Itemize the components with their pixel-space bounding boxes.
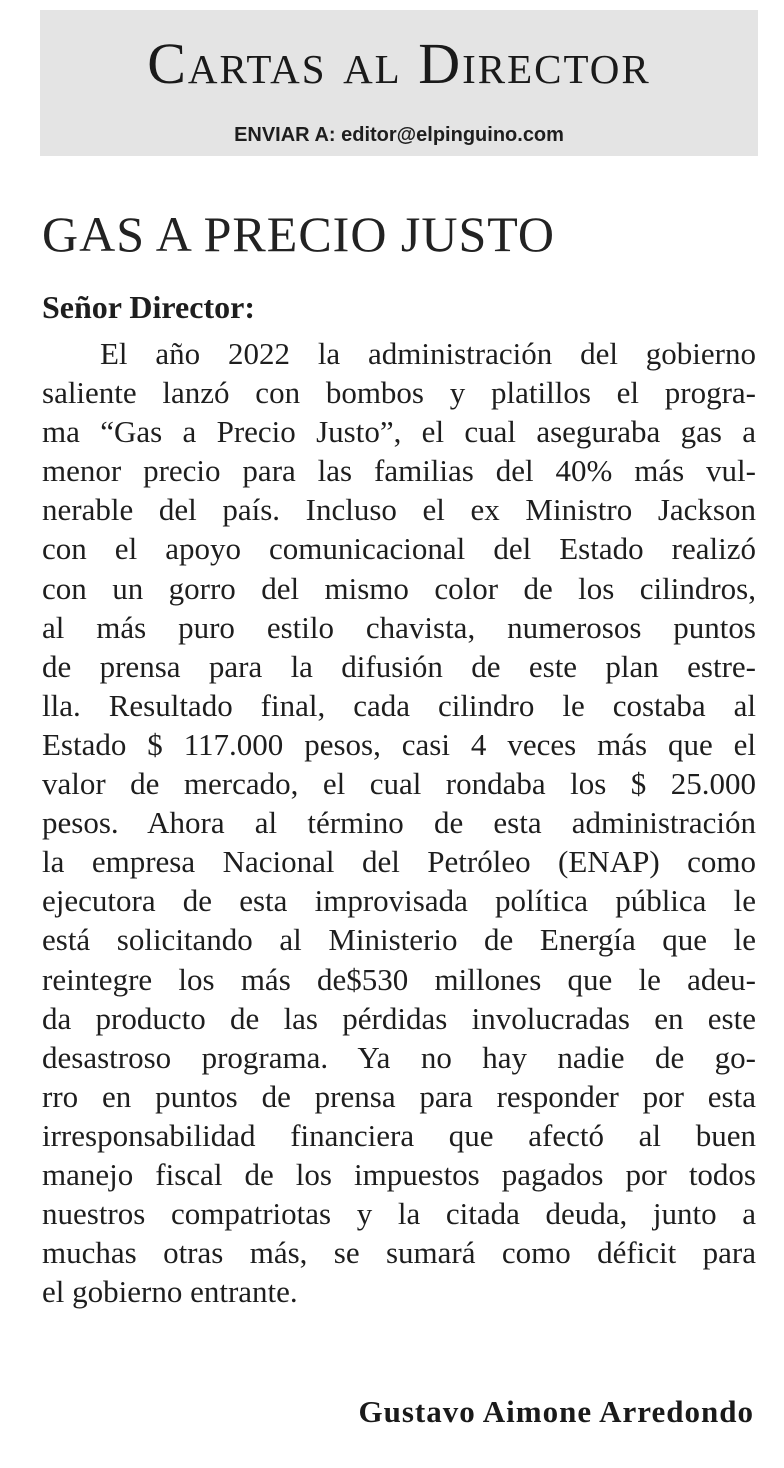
- body-line: menor precio para las familias del 40% más vul-: [42, 453, 756, 489]
- body-line: lla. Resultado final, cada cilindro le costaba al: [42, 687, 756, 723]
- body-line: irresponsabilidad financiera que afectó al buen: [42, 1117, 756, 1153]
- body-line: nuestros compatriotas y la citada deuda, junto a: [42, 1196, 756, 1232]
- body-line: rro en puntos de prensa para responder por esta: [42, 1078, 756, 1114]
- body-line: desastroso programa. Ya no hay nadie de go-: [42, 1039, 756, 1075]
- body-line: valor de mercado, el cual rondaba los $ 25.000: [42, 766, 756, 802]
- body-line: la empresa Nacional del Petróleo (ENAP) como: [42, 844, 756, 880]
- body-line: ejecutora de esta improvisada política pública le: [42, 883, 756, 919]
- body-line: con el apoyo comunicacional del Estado realizó: [42, 531, 756, 567]
- salutation: Señor Director:: [42, 289, 255, 325]
- send-to-email: ENVIAR A: editor@elpinguino.com: [234, 124, 564, 146]
- body-line: pesos. Ahora al término de esta administración: [42, 805, 756, 841]
- body-line: ma “Gas a Precio Justo”, el cual aseguraba gas a: [42, 414, 756, 450]
- section-header: [40, 10, 758, 156]
- letter-body: [42, 334, 756, 1311]
- body-line: con un gorro del mismo color de los cilindros,: [42, 570, 756, 606]
- body-line: está solicitando al Ministerio de Energía que le: [42, 922, 756, 958]
- signature: Gustavo Aimone Arredondo: [358, 1394, 754, 1429]
- body-line: El año 2022 la administración del gobierno: [100, 336, 756, 371]
- body-line: da producto de las pérdidas involucradas en este: [42, 1000, 756, 1036]
- body-line: al más puro estilo chavista, numerosos puntos: [42, 609, 756, 645]
- article-title: GAS A PRECIO JUSTO: [42, 206, 556, 262]
- body-line: el gobierno entrante.: [42, 1274, 298, 1310]
- body-line: Estado $ 117.000 pesos, casi 4 veces más que el: [42, 726, 756, 762]
- body-line: reintegre los más de$530 millones que le adeu-: [42, 961, 756, 997]
- body-line: manejo fiscal de los impuestos pagados por todos: [42, 1156, 756, 1192]
- body-line: nerable del país. Incluso el ex Ministro Jackson: [42, 492, 756, 528]
- body-line: saliente lanzó con bombos y platillos el progra-: [42, 375, 756, 411]
- body-line: de prensa para la difusión de este plan estre-: [42, 648, 756, 684]
- section-title: Cartas al Director: [147, 31, 651, 96]
- body-line: muchas otras más, se sumará como déficit para: [42, 1235, 756, 1271]
